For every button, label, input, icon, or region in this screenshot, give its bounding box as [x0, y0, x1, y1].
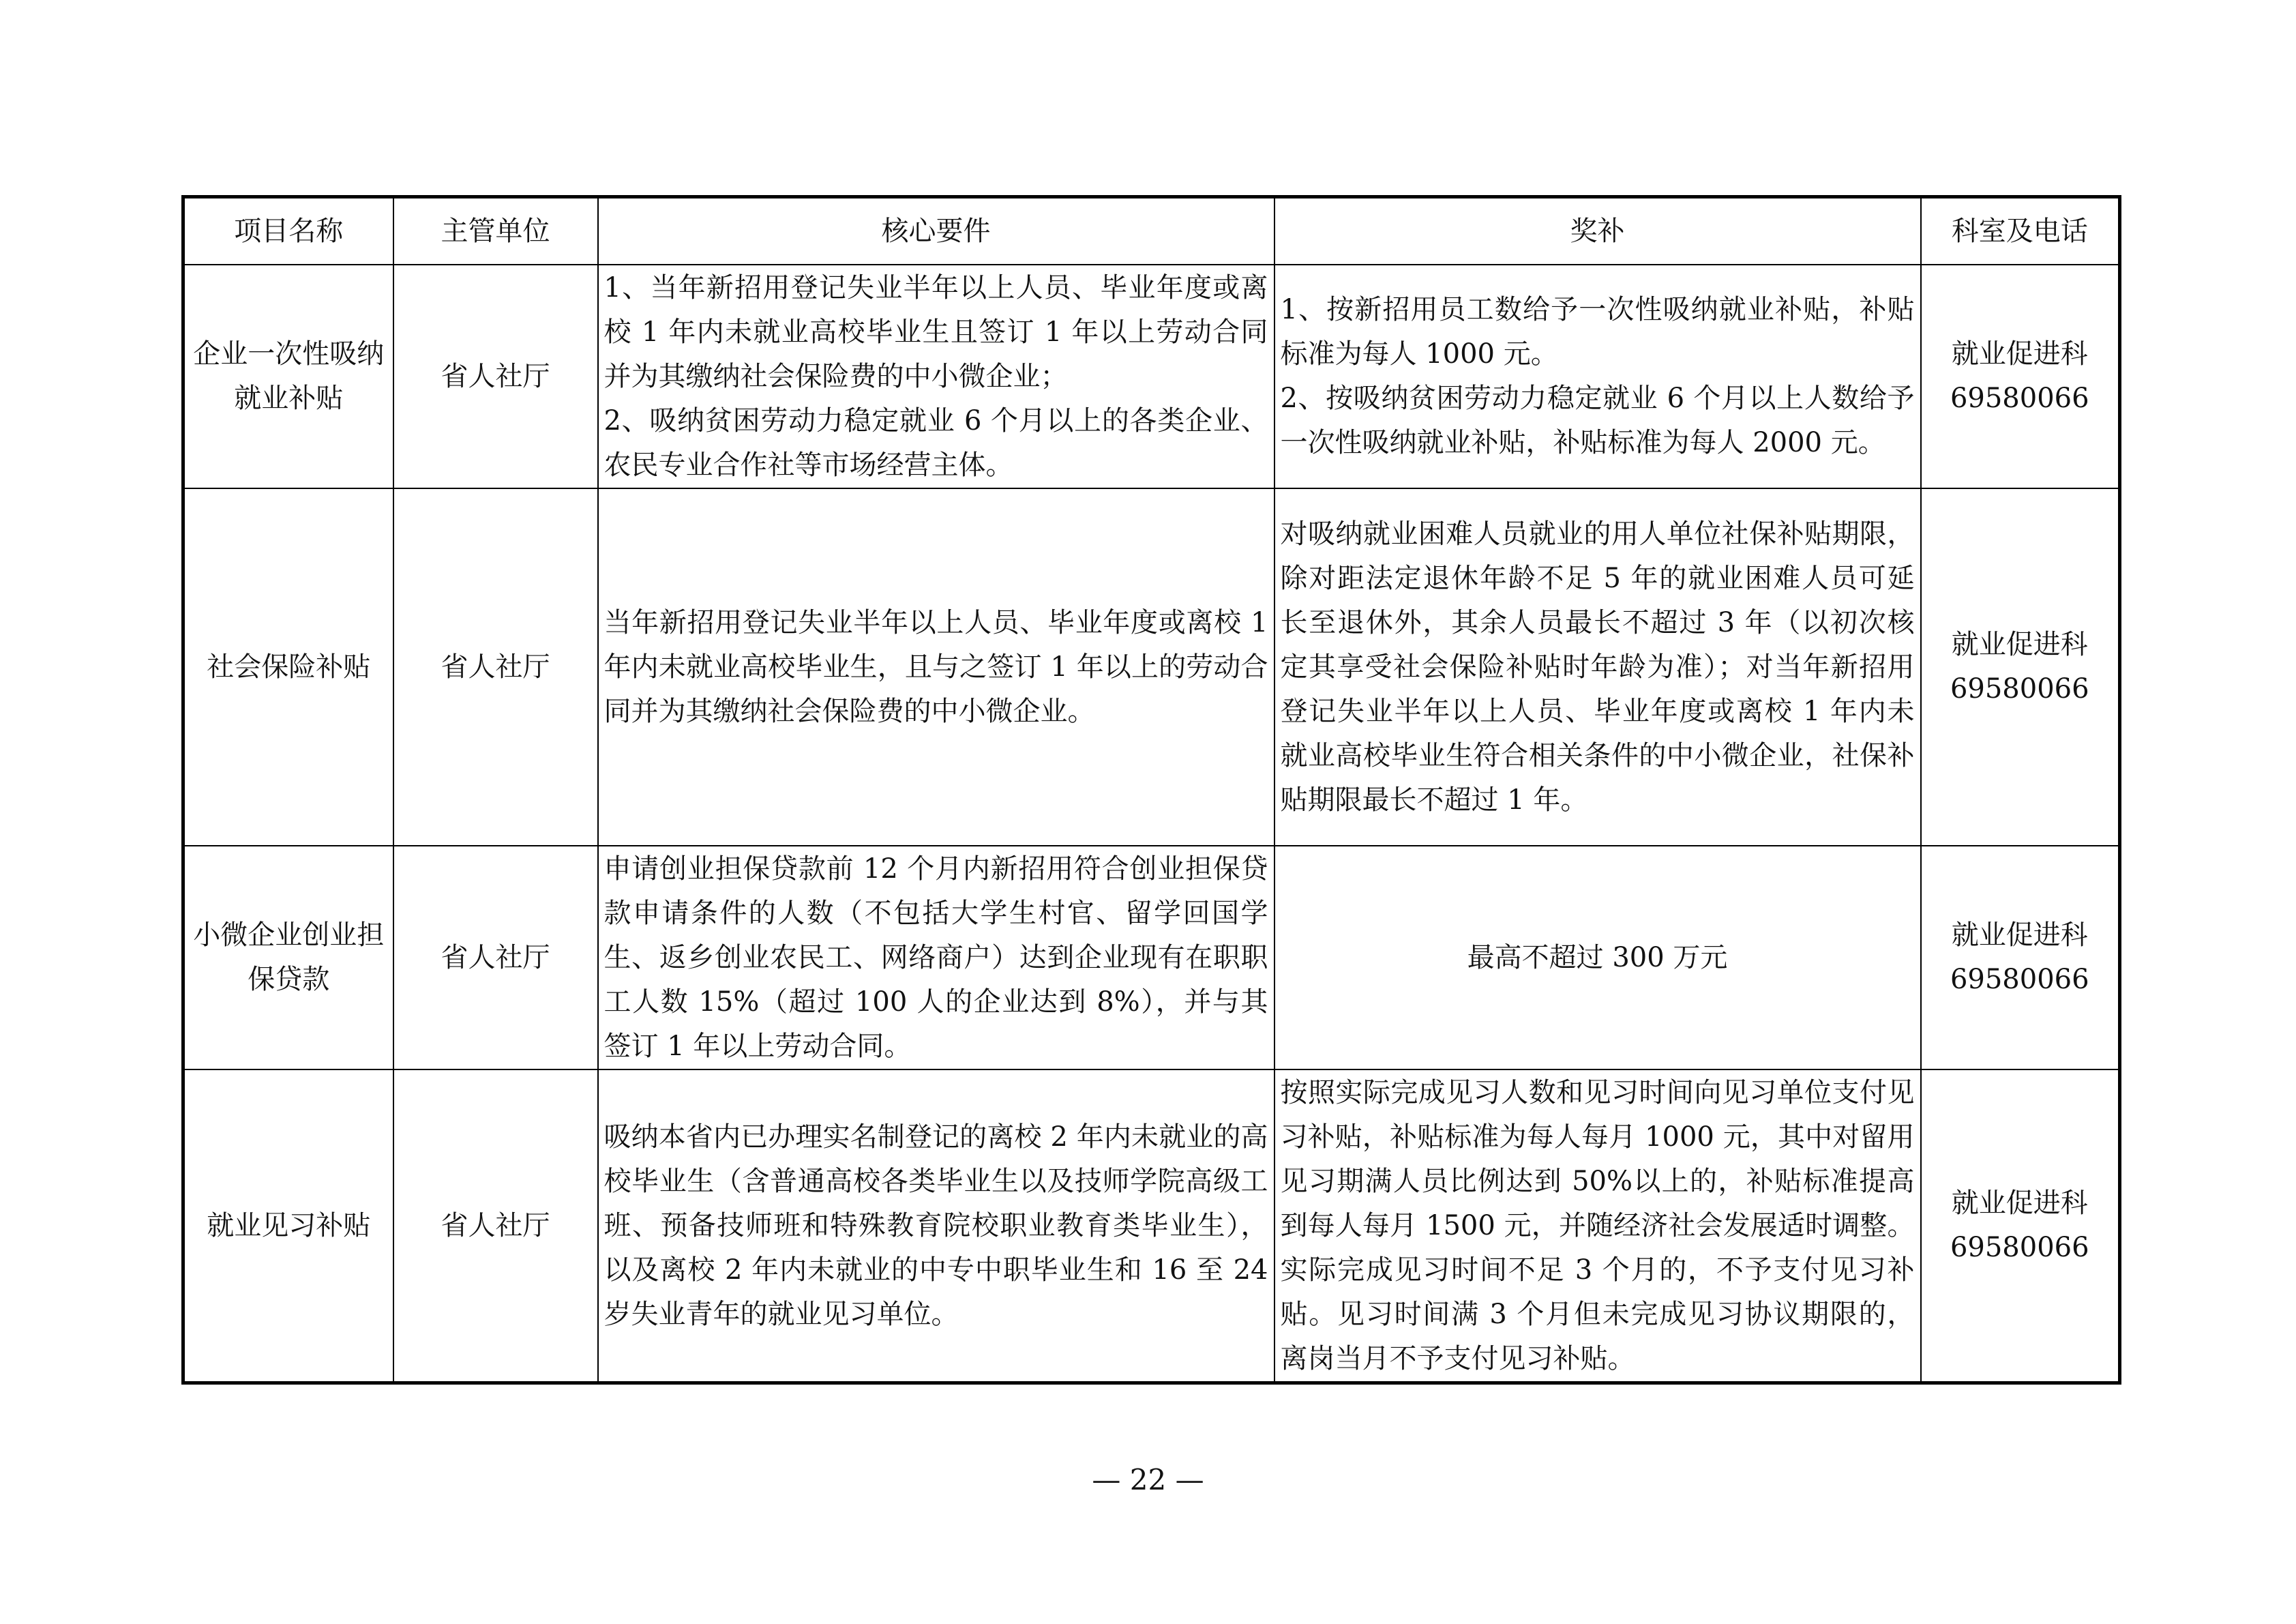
award-cell — [1274, 265, 1921, 488]
header-department-phone: 科室及电话 — [1921, 197, 2120, 265]
department-phone-cell — [1921, 846, 2120, 1069]
header-project-name: 项目名称 — [183, 197, 393, 265]
award-item: 2、按吸纳贫困劳动力稳定就业 6 个月以上人数给予一次性吸纳就业补贴，补贴标准为每人 2000 元。 — [1280, 383, 1915, 458]
requirement-item: 2、吸纳贫困劳动力稳定就业 6 个月以上的各类企业、农民专业合作社等市场经营主体。 — [603, 404, 1268, 481]
phone-number: 69580066 — [1950, 673, 2089, 705]
award-item: 按照实际完成见习人数和见习时间向见习单位支付见习补贴，补贴标准为每人每月 1000 元，其中对留用见习期满人员比例达到 50%以上的，补贴标准提高到每人每月 1500 元，并随经济社会发展适时调整。实际完成见习时间不足 3 个月的，不予支付见习补贴。见习时间满 3 个月但未完成见习协议期限的，离岗当月不予支付见习补贴。 — [1280, 1076, 1915, 1374]
managing-unit-cell: 省人社厅 — [393, 488, 598, 846]
department-phone-cell — [1921, 1069, 2120, 1383]
core-requirements-cell — [598, 488, 1274, 846]
project-name-cell: 就业见习补贴 — [183, 1069, 393, 1383]
header-managing-unit: 主管单位 — [393, 197, 598, 265]
core-requirements-cell — [598, 1069, 1274, 1383]
department-phone-cell — [1921, 265, 2120, 488]
award-item: 最高不超过 300 万元 — [1467, 941, 1728, 973]
award-cell — [1274, 846, 1921, 1069]
header-core-requirements: 核心要件 — [598, 197, 1274, 265]
core-requirements-cell — [598, 846, 1274, 1069]
header-award: 奖补 — [1274, 197, 1921, 265]
project-name-cell: 小微企业创业担保贷款 — [183, 846, 393, 1069]
department-name: 就业促进科 — [1951, 1187, 2088, 1219]
award-cell — [1274, 1069, 1921, 1383]
subsidy-policy-table — [181, 195, 2121, 1385]
department-name: 就业促进科 — [1951, 629, 2088, 660]
project-name-cell: 社会保险补贴 — [183, 488, 393, 846]
table-header-row — [183, 197, 2120, 265]
phone-number: 69580066 — [1950, 964, 2089, 995]
phone-number: 69580066 — [1950, 1232, 2089, 1263]
page-number: — 22 — — [1092, 1463, 1204, 1496]
project-name-cell: 企业一次性吸纳就业补贴 — [183, 265, 393, 488]
managing-unit-cell: 省人社厅 — [393, 265, 598, 488]
core-requirements-cell — [598, 265, 1274, 488]
department-name: 就业促进科 — [1951, 919, 2088, 951]
award-item: 对吸纳就业困难人员就业的用人单位社保补贴期限，除对距法定退休年龄不足 5 年的就业困难人员可延长至退休外，其余人员最长不超过 3 年（以初次核定其享受社会保险补贴时年龄为准）；对当年新招用登记失业半年以上人员、毕业年度或离校 1 年内未就业高校毕业生符合相关条件的中小微企业，社保补贴期限最长不超过 1 年。 — [1280, 518, 1915, 816]
table-row — [183, 846, 2120, 1069]
department-name: 就业促进科 — [1951, 338, 2088, 370]
table-row — [183, 488, 2120, 846]
requirement-item: 当年新招用登记失业半年以上人员、毕业年度或离校 1 年内未就业高校毕业生，且与之签订 1 年以上的劳动合同并为其缴纳社会保险费的中小微企业。 — [603, 606, 1268, 727]
phone-number: 69580066 — [1950, 383, 2089, 414]
requirement-item: 申请创业担保贷款前 12 个月内新招用符合创业担保贷款申请条件的人数（不包括大学生村官、留学回国学生、返乡创业农民工、网络商户）达到企业现有在职职工人数 15%（超过 100 人的企业达到 8%），并与其签订 1 年以上劳动合同。 — [603, 853, 1268, 1062]
table-row — [183, 265, 2120, 488]
requirement-item: 吸纳本省内已办理实名制登记的离校 2 年内未就业的高校毕业生（含普通高校各类毕业生以及技师学院高级工班、预备技师班和特殊教育院校职业教育类毕业生），以及离校 2 年内未就业的中专中职毕业生和 16 至 24 岁失业青年的就业见习单位。 — [603, 1121, 1268, 1330]
award-item: 1、按新招用员工数给予一次性吸纳就业补贴，补贴标准为每人 1000 元。 — [1280, 294, 1915, 370]
managing-unit-cell: 省人社厅 — [393, 846, 598, 1069]
requirement-item: 1、当年新招用登记失业半年以上人员、毕业年度或离校 1 年内未就业高校毕业生且签订 1 年以上劳动合同并为其缴纳社会保险费的中小微企业； — [603, 271, 1268, 392]
award-cell — [1274, 488, 1921, 846]
table-row — [183, 1069, 2120, 1383]
managing-unit-cell: 省人社厅 — [393, 1069, 598, 1383]
department-phone-cell — [1921, 488, 2120, 846]
